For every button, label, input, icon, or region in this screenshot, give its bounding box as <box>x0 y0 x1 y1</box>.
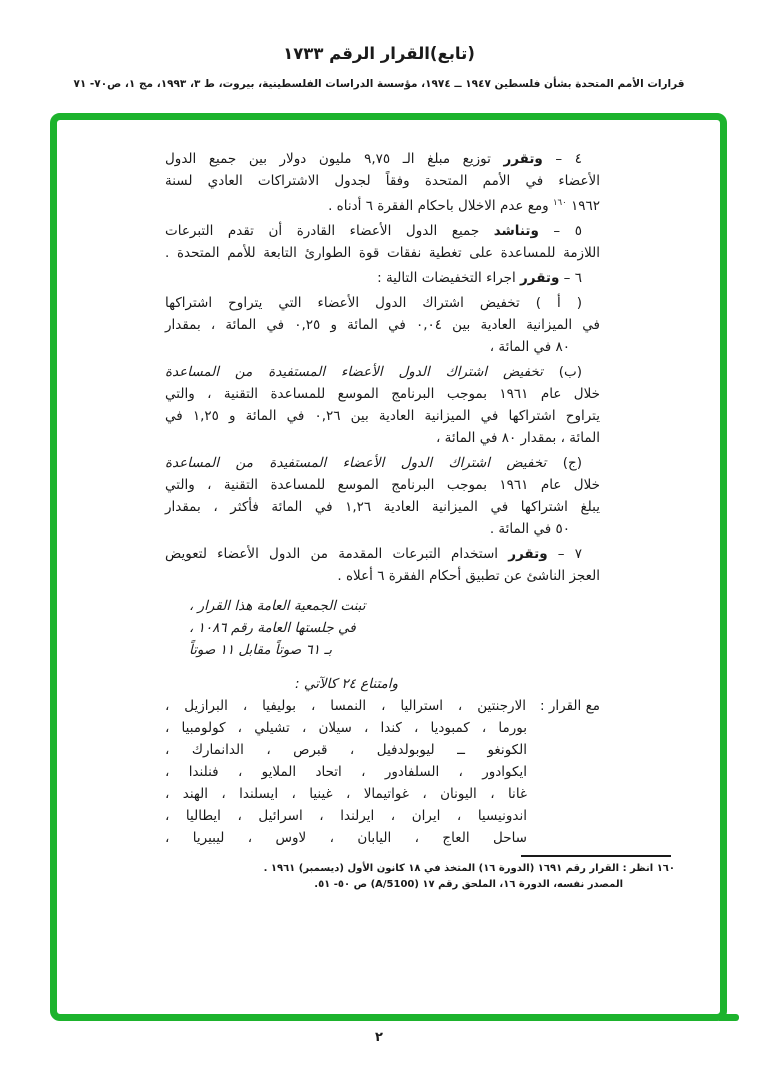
country-line: غانا ، اليونان ، غواتيمالا ، غينيا ، ايسلندا ، الهند ، <box>165 786 527 802</box>
text-line: ( أ ) تخفيض اشتراك الدول الأعضاء التي يتراوح اشتراكها <box>165 295 582 311</box>
abstention-line: وامتناع ٢٤ كالآتي : <box>295 676 399 692</box>
country-line: اندونيسيا ، ايران ، ايرلندا ، اسرائيل ، ايطاليا ، <box>165 808 527 824</box>
adoption-line: بـ ٦١ صوتاً مقابل ١١ صوتاً <box>189 642 332 658</box>
vote-with-label: مع القرار : <box>540 698 600 714</box>
resolution-clauses <box>165 148 600 587</box>
resolution-text <box>165 148 675 893</box>
text-line: ٨٠ في المائة ، <box>489 339 570 355</box>
footnote-divider <box>521 855 671 857</box>
footnote-line-2: المصدر نفسه، الدورة ١٦، الملحق رقم ١٧ ‪(A/5100)‬ ص ٥٠- ٥١. <box>314 879 623 890</box>
clause-6 <box>165 267 600 289</box>
vote-with-line <box>165 695 600 717</box>
text-line: يبلغ اشتراكها في الميزانية العادية ١,٢٦ في المائة فأكثر ، بمقدار <box>165 499 600 515</box>
text-line: خلال عام ١٩٦١ بموجب البرنامج الموسع للمساعدة التقنية ، والتي <box>165 386 600 402</box>
clause-6b <box>165 361 600 449</box>
text-line: ٥٠ في المائة . <box>489 521 570 537</box>
footnote <box>165 855 675 893</box>
text-line: المائة ، بمقدار ٨٠ في المائة ، <box>436 430 600 446</box>
country-line: ايكوادور ، السلفادور ، اتحاد الملايو ، فنلندا ، <box>165 764 527 780</box>
footnote-line-1: ١٦٠ انظر : القرار رقم ١٦٩١ (الدورة ١٦) المتخذ في ١٨ كانون الأول (ديسمبر) ١٩٦١ . <box>263 863 675 874</box>
clause-7 <box>165 543 600 587</box>
text-line: في الميزانية العادية بين ٠,٠٤ في المائة و ٠,٢٥ في المائة ، بمقدار <box>165 317 600 333</box>
adoption-note <box>165 595 600 661</box>
text-line: ٧ – وتقرر استخدام التبرعات المقدمة من الدول الأعضاء لتعويض <box>165 546 582 562</box>
clause-6a <box>165 292 600 358</box>
text-line: خلال عام ١٩٦١ بموجب البرنامج الموسع للمساعدة التقنية ، والتي <box>165 477 600 493</box>
text-line: ٥ – وتناشد جميع الدول الأعضاء القادرة أن تقدم التبرعات <box>165 223 582 239</box>
clause-5 <box>165 220 600 264</box>
page-number: ٢ <box>375 1030 383 1045</box>
clause-4 <box>165 148 600 217</box>
country-line: الكونغو ــ ليوبولدفيل ، قبرص ، الدانمارك ، <box>165 742 527 758</box>
text-line: العجز الناشئ عن تطبيق أحكام الفقرة ٦ أعلاه . <box>337 568 600 584</box>
page-heading: (تابع)القرار الرقم ١٧٣٣ <box>283 44 475 63</box>
country-line: بورما ، كمبوديا ، كندا ، سيلان ، تشيلي ، كولومبيا ، <box>165 720 527 736</box>
text-line: ٦ – وتقرر اجراء التخفيضات التالية : <box>377 270 582 286</box>
text-line: (ج) تخفيض اشتراك الدول الأعضاء المستفيدة من المساعدة <box>165 455 582 471</box>
vote-with-countries-continued <box>165 717 600 849</box>
text-line: اللازمة للمساعدة على تغطية نفقات قوة الطوارئ التابعة للأمم المتحدة . <box>165 245 600 261</box>
text-line: (ب) تخفيض اشتراك الدول الأعضاء المستفيدة من المساعدة <box>165 364 582 380</box>
clause-6c <box>165 452 600 540</box>
country-line: ساحل العاج ، اليابان ، لاوس ، ليبيريا ، <box>165 830 527 846</box>
vote-with-countries: الارجنتين ، استراليا ، النمسا ، بوليفيا ، البرازيل ، <box>165 698 527 714</box>
green-box-stroke-overlap <box>719 1014 739 1021</box>
text-line: ٤ – وتقرر توزيع مبلغ الـ ٩,٧٥ مليون دولار بين جميع الدول <box>165 151 582 167</box>
text-line: الأعضاء في الأمم المتحدة وفقاً لجدول الاشتراكات العادي لسنة <box>165 173 600 189</box>
adoption-line: تبنت الجمعية العامة هذا القرار ، <box>189 598 366 614</box>
adoption-line: في جلستها العامة رقم ١٠٨٦ ، <box>189 620 356 636</box>
text-line: يتراوح اشتراكها في الميزانية العادية بين ٠,٢٦ في المائة و ١,٢٥ في <box>165 408 601 424</box>
text-line: ١٩٦٢ $^{١٦٠}$ ومع عدم الاخلال باحكام الفقرة ٦ أدناه . <box>328 198 600 214</box>
source-citation: قرارات الأمم المتحدة بشأن فلسطين ١٩٤٧ ــ ١٩٧٤، مؤسسة الدراسات الفلسطينية، بيروت، ط ٣، ١٩٩٣، مج ١، ص٧٠- ٧١ <box>73 78 685 90</box>
